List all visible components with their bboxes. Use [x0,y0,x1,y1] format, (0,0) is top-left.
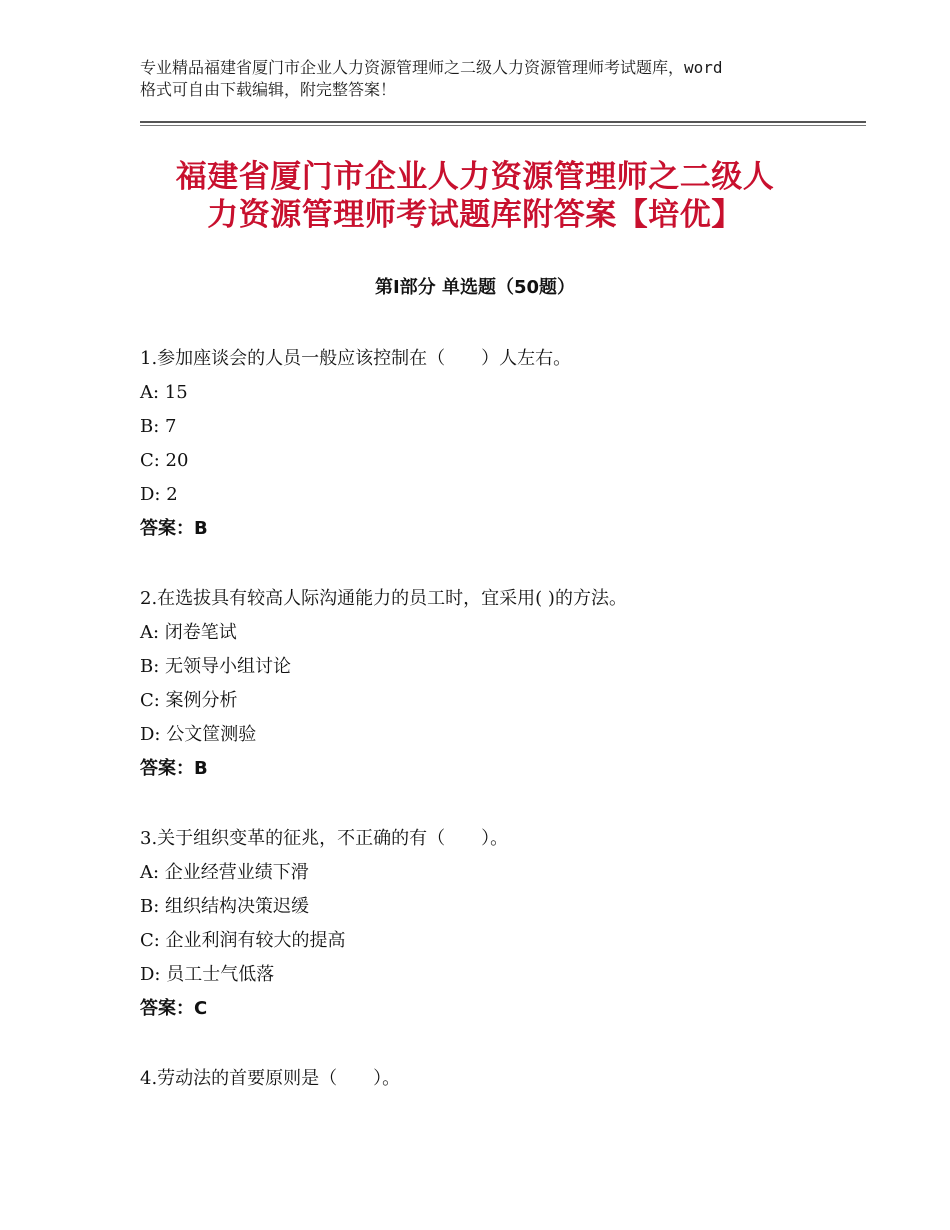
question-list [140,342,860,1132]
option-b: B: 组织结构决策迟缓 [140,896,310,917]
question-3 [140,822,860,1026]
answer-line: 答案：C [140,998,208,1019]
question-stem: 3.关于组织变革的征兆，不正确的有（ ）。 [140,828,509,849]
header-divider-thick [140,121,866,123]
option-d: D: 公文筐测验 [140,724,257,745]
header-note [140,57,840,101]
answer-line: 答案：B [140,758,208,779]
option-c: C: 案例分析 [140,690,238,711]
question-stem: 4.劳动法的首要原则是（ ）。 [140,1068,401,1089]
option-c: C: 20 [140,450,189,471]
document-title-line-2: 力资源管理师考试题库附答案【培优】 [207,197,743,233]
document-title-line-1: 福建省厦门市企业人力资源管理师之二级人 [175,159,775,195]
option-a: A: 15 [140,382,188,403]
option-d: D: 2 [140,484,178,505]
header-divider-thin [140,125,866,126]
question-stem: 2.在选拔具有较高人际沟通能力的员工时，宜采用( )的方法。 [140,588,627,609]
question-1 [140,342,860,546]
option-a: A: 闭卷笔试 [140,622,237,643]
option-c: C: 企业利润有较大的提高 [140,930,346,951]
question-4 [140,1062,860,1096]
answer-line: 答案：B [140,518,208,539]
header-note-line-1: 专业精品福建省厦门市企业人力资源管理师之二级人力资源管理师考试题库，word [140,58,723,77]
document-title [130,158,820,234]
option-d: D: 员工士气低落 [140,964,275,985]
section-title: 第Ⅰ部分 单选题（50题） [374,277,575,298]
option-a: A: 企业经营业绩下滑 [140,862,309,883]
option-b: B: 7 [140,416,177,437]
header-note-line-2: 格式可自由下载编辑，附完整答案！ [140,80,397,99]
question-2 [140,582,860,786]
option-b: B: 无领导小组讨论 [140,656,292,677]
question-stem: 1.参加座谈会的人员一般应该控制在（ ）人左右。 [140,348,572,369]
